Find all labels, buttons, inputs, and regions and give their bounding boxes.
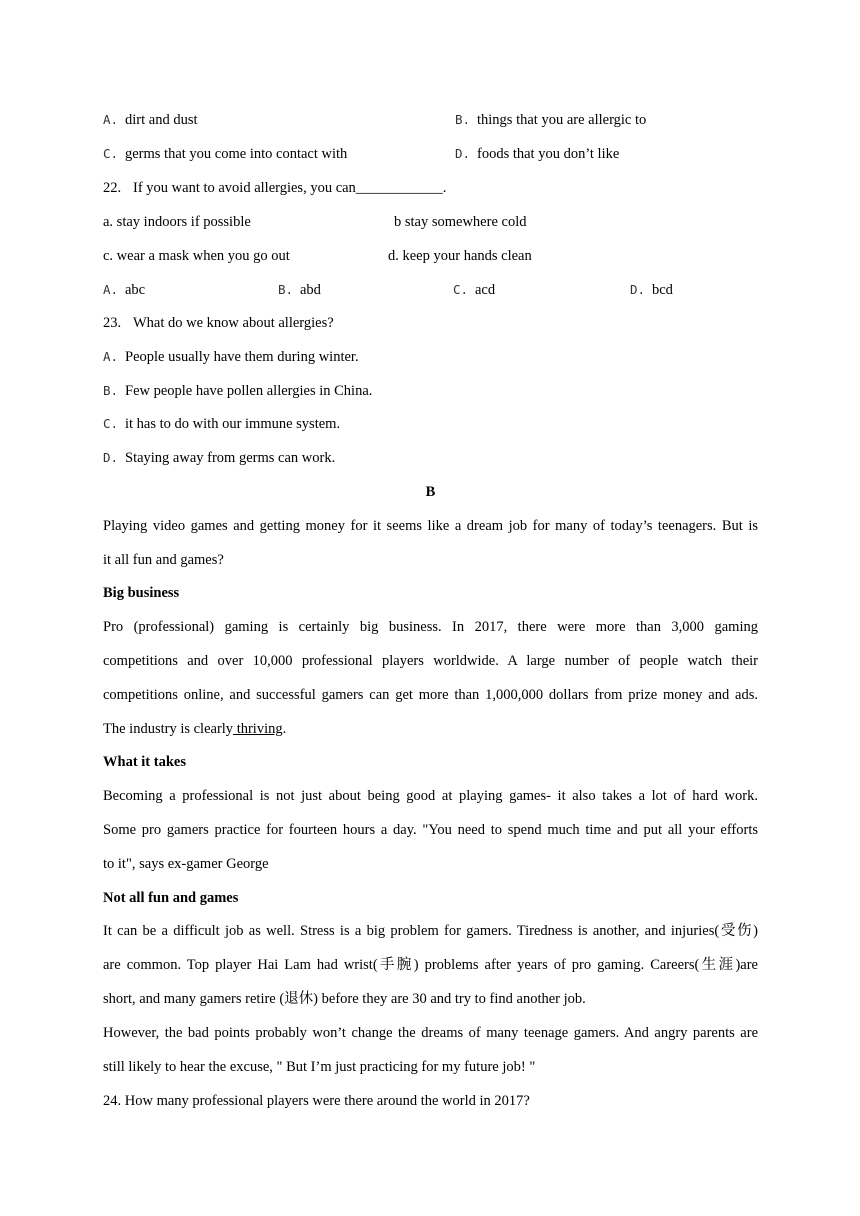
q21-option-d[interactable]: D. foods that you don’t like [455, 146, 620, 162]
q22-option-d[interactable]: D. bcd [630, 282, 673, 298]
q23-stem: 23. What do we know about allergies? [103, 315, 334, 331]
q22-item-a: a. stay indoors if possible [103, 214, 251, 230]
what-it-takes-line-2: Some pro gamers practice for fourteen hours a day. "You need to spend much time and put all your efforts [103, 822, 758, 838]
section-heading-big-business: Big business [103, 585, 180, 601]
q22-option-b[interactable]: B. abd [278, 282, 321, 298]
q21-option-b[interactable]: B. things that you are allergic to [455, 112, 647, 128]
q22-item-b: b stay somewhere cold [394, 214, 527, 230]
what-it-takes-line-1: Becoming a professional is not just about being good at playing games- it also takes a lot of hard work. [103, 788, 758, 804]
what-it-takes-line-3: to it", says ex-gamer George [103, 856, 269, 872]
q22-items-row-1 [103, 212, 758, 232]
section-heading-not-all-fun: Not all fun and games [103, 890, 239, 906]
big-business-line-1: Pro (professional) gaming is certainly big business. In 2017, there were more than 3,000 gaming [103, 619, 758, 635]
underlined-word-thriving: thriving [233, 721, 283, 737]
passage-b-intro-line-1: Playing video games and getting money for it seems like a dream job for many of today’s teenagers. But is [103, 518, 758, 534]
not-all-fun-line-5: still likely to hear the excuse, " But I’m just practicing for my future job! " [103, 1059, 536, 1075]
not-all-fun-line-1: It can be a difficult job as well. Stress is a big problem for gamers. Tiredness is another, and injuries(受伤) [103, 923, 758, 939]
not-all-fun-line-2: are common. Top player Hai Lam had wrist(手腕) problems after years of pro gaming. Careers(生涯)are [103, 957, 758, 973]
q22-item-c: c. wear a mask when you go out [103, 248, 290, 264]
q21-options-row-2 [103, 144, 758, 164]
passage-b-intro-line-2: it all fun and games? [103, 552, 224, 568]
passage-b-title: B [425, 484, 436, 500]
q22-items-row-2 [103, 246, 758, 266]
not-all-fun-line-3: short, and many gamers retire (退休) before they are 30 and try to find another job. [103, 991, 586, 1007]
q22-stem: 22. If you want to avoid allergies, you can____________. [103, 180, 447, 196]
q23-option-b[interactable]: B. Few people have pollen allergies in China. [103, 383, 373, 399]
q22-options-row [103, 280, 758, 300]
q21-option-c[interactable]: C. germs that you come into contact with [103, 146, 348, 162]
big-business-line-3: competitions online, and successful gamers can get more than 1,000,000 dollars from prize money and ads. [103, 687, 758, 703]
not-all-fun-line-4: However, the bad points probably won’t change the dreams of many teenage gamers. And angry parents are [103, 1025, 758, 1041]
big-business-line-4: The industry is clearly thriving. [103, 721, 287, 737]
q22-option-c[interactable]: C. acd [453, 282, 496, 298]
q21-options-row-1 [103, 110, 758, 130]
q23-option-c[interactable]: C. it has to do with our immune system. [103, 416, 341, 432]
q23-option-d[interactable]: D. Staying away from germs can work. [103, 450, 336, 466]
q22-option-a[interactable]: A. abc [103, 282, 146, 298]
q22-item-d: d. keep your hands clean [388, 248, 532, 264]
big-business-line-2: competitions and over 10,000 professional players worldwide. A large number of people watch their [103, 653, 758, 669]
q23-option-a[interactable]: A. People usually have them during winter. [103, 349, 359, 365]
q21-option-a[interactable]: A. dirt and dust [103, 112, 198, 128]
q24-stem: 24. How many professional players were there around the world in 2017? [103, 1093, 530, 1109]
section-heading-what-it-takes: What it takes [103, 754, 186, 770]
